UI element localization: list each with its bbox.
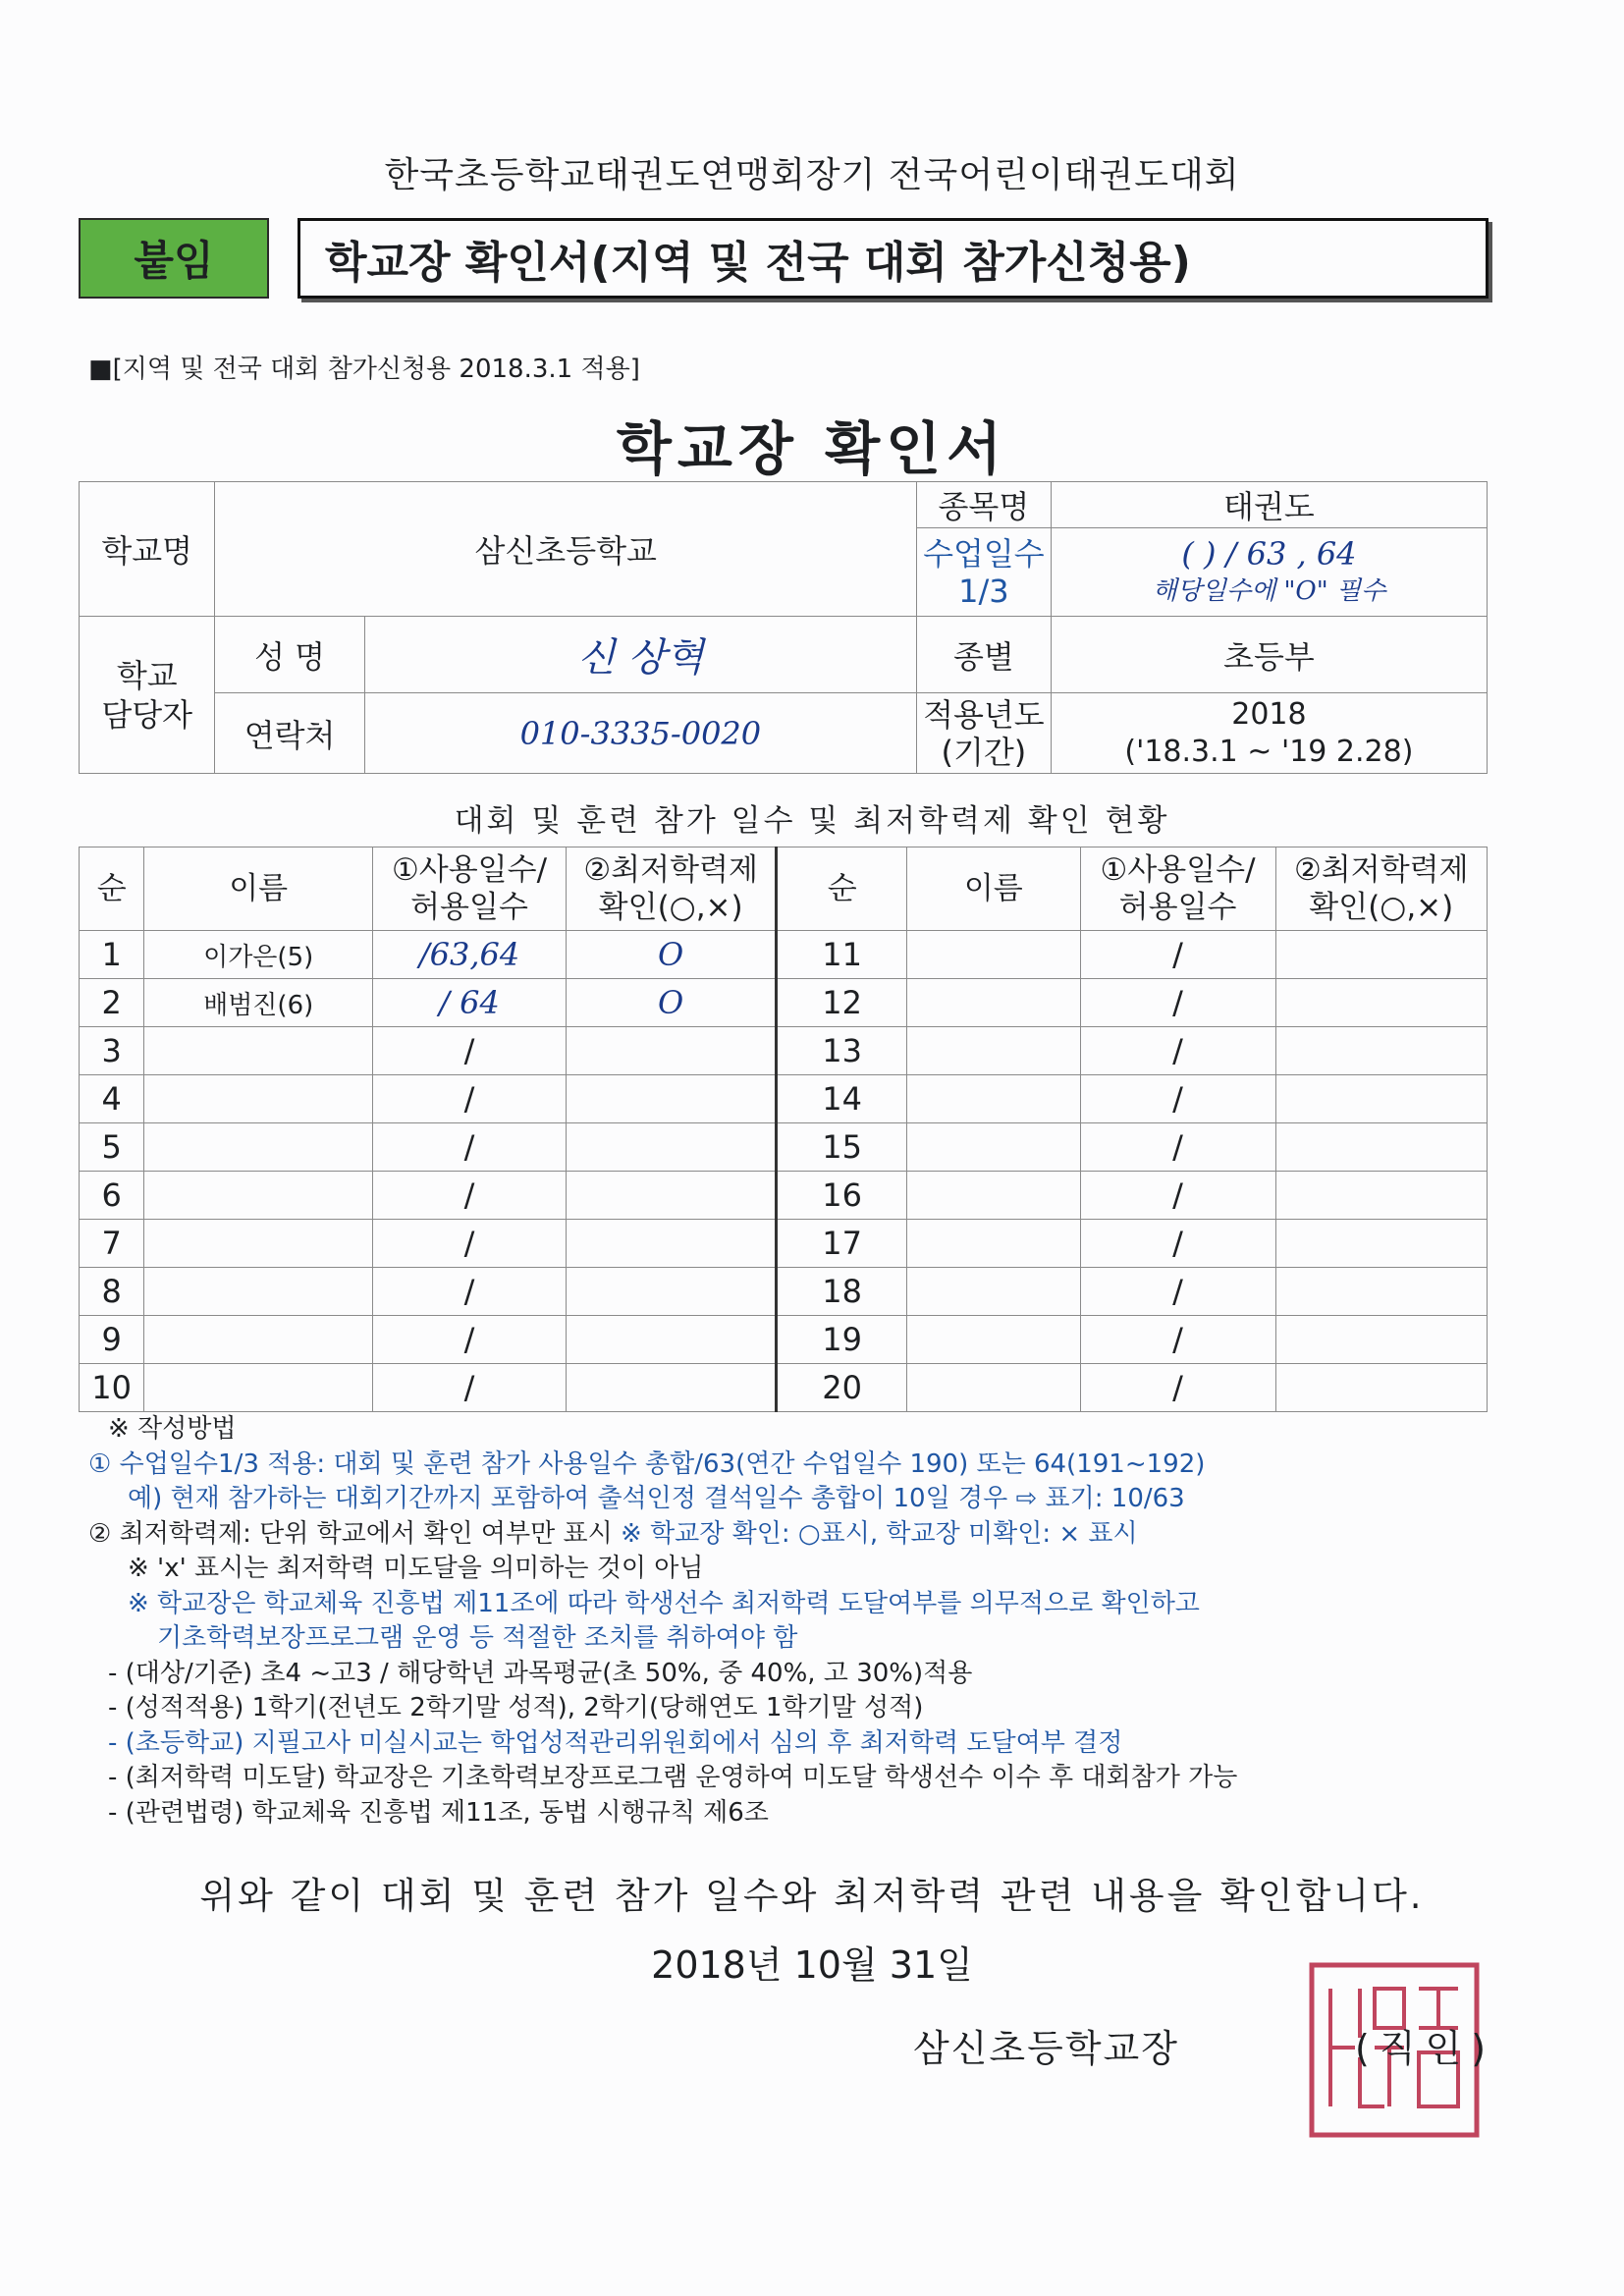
method-line-3: [88, 1517, 1522, 1553]
row-check-2: [1275, 979, 1487, 1027]
col-no: 순: [80, 847, 144, 931]
row-days-2: /: [1080, 1075, 1275, 1123]
row-name: [144, 1364, 373, 1412]
staff-label-2: 담당자: [101, 695, 193, 734]
col-check-b: [1275, 847, 1487, 931]
year-value-2: ('18.3.1 ~ '19 2.28): [1124, 734, 1414, 769]
row-name-2: [907, 1316, 1081, 1364]
row-days-2: /: [1080, 1027, 1275, 1075]
row-name: 배범진(6): [144, 979, 373, 1027]
row-days-2: /: [1080, 1364, 1275, 1412]
row-name: [144, 1268, 373, 1316]
row-days-2: /: [1080, 931, 1275, 979]
row-no: 6: [80, 1172, 144, 1220]
col-days-b-2: 허용일수: [1118, 890, 1237, 925]
row-check: [567, 1075, 777, 1123]
row-name: [144, 1220, 373, 1268]
row-name: [144, 1172, 373, 1220]
row-days-2: /: [1080, 1268, 1275, 1316]
col-check-b-1: ②최저학력제: [1294, 852, 1469, 888]
table-row: [80, 1268, 1488, 1316]
year-label-2: (기간): [941, 733, 1027, 771]
row-check-2: [1275, 1075, 1487, 1123]
confirmation-statement: 위와 같이 대회 및 훈련 참가 일수와 최저학력 관련 내용을 확인합니다.: [199, 1875, 1425, 1917]
row-days-2: /: [1080, 1172, 1275, 1220]
table-row: [80, 1172, 1488, 1220]
row-no: 8: [80, 1268, 144, 1316]
class-days-hint: 해당일수에 "O" 필수: [1152, 575, 1386, 606]
col-days: [373, 847, 567, 931]
applicability-note: ■[지역 및 전국 대회 참가신청용 2018.3.1 적용]: [88, 355, 640, 384]
form-title-text: 학교장 확인서(지역 및 전국 대회 참가신청용): [325, 238, 1191, 288]
row-check-2: [1275, 1364, 1487, 1412]
row-days-2: /: [1080, 1123, 1275, 1172]
row-no-2: 12: [777, 979, 907, 1027]
row-name-2: [907, 1364, 1081, 1412]
table-row: [80, 1220, 1488, 1268]
row-no-2: 13: [777, 1027, 907, 1075]
row-no-2: 14: [777, 1075, 907, 1123]
col-no-2: 순: [777, 847, 907, 931]
row-name-2: [907, 1268, 1081, 1316]
method-title: ※ 작성방법: [108, 1414, 237, 1444]
row-no: 3: [80, 1027, 144, 1075]
col-days-2: 허용일수: [410, 890, 528, 925]
staff-label-1: 학교: [116, 656, 178, 694]
class-days-label: [916, 528, 1051, 617]
issue-date: 2018년 10월 31일: [651, 1943, 973, 1987]
row-check-2: [1275, 1027, 1487, 1075]
row-no-2: 11: [777, 931, 907, 979]
row-name-2: [907, 1123, 1081, 1172]
row-name: [144, 1123, 373, 1172]
method-line-4: ※ 'x' 표시는 최저학력 미도달을 의미하는 것이 아님: [128, 1554, 704, 1583]
class-days-label-1: 수업일수: [923, 534, 1045, 573]
row-no-2: 15: [777, 1123, 907, 1172]
form-title: [298, 218, 1489, 299]
table-row: [80, 1316, 1488, 1364]
col-check-b-2: 확인(○,×): [1309, 890, 1454, 925]
method-line-11: - (관련법령) 학교체육 진흥법 제11조, 동법 시행규칙 제6조: [108, 1797, 769, 1828]
row-no: 1: [80, 931, 144, 979]
method-line-3b: ※ 학교장 확인: ○표시, 학교장 미확인: × 표시: [621, 1518, 1138, 1549]
row-check-2: [1275, 1220, 1487, 1268]
row-name-2: [907, 1172, 1081, 1220]
class-days-label-2: 1/3: [958, 572, 1009, 610]
row-days: /: [373, 1268, 567, 1316]
row-check: [567, 1364, 777, 1412]
col-name: 이름: [144, 847, 373, 931]
row-days-2: /: [1080, 979, 1275, 1027]
table-row: [80, 931, 1488, 979]
col-check: [567, 847, 777, 931]
document-title: 학교장 확인서: [616, 415, 1008, 482]
row-no-2: 18: [777, 1268, 907, 1316]
row-days-2: /: [1080, 1220, 1275, 1268]
row-name: [144, 1075, 373, 1123]
table-row: [80, 1027, 1488, 1075]
col-days-b: [1080, 847, 1275, 931]
school-label: 학교명: [80, 482, 215, 617]
row-name-2: [907, 931, 1081, 979]
row-days: /: [373, 1123, 567, 1172]
method-line-10: - (최저학력 미도달) 학교장은 기초학력보장프로그램 운영하여 미도달 학생선수 이수 후 대회참가 가능: [108, 1763, 1238, 1792]
contact-label: 연락처: [215, 693, 364, 774]
row-days: /: [373, 1075, 567, 1123]
seal-label: (직인): [1355, 2027, 1496, 2070]
row-days-2: /: [1080, 1316, 1275, 1364]
row-name-2: [907, 1075, 1081, 1123]
row-days: /: [373, 1316, 567, 1364]
row-check: [567, 1316, 777, 1364]
row-name-2: [907, 979, 1081, 1027]
school-info-table: [79, 481, 1488, 774]
category-label: 종별: [916, 617, 1051, 693]
attachment-tag: 붙임: [79, 218, 269, 299]
row-name: [144, 1316, 373, 1364]
name-value: 신 상혁: [364, 617, 916, 693]
col-days-b-1: ①사용일수/: [1100, 852, 1256, 888]
row-check: [567, 1027, 777, 1075]
row-check-2: [1275, 1316, 1487, 1364]
row-name-2: [907, 1027, 1081, 1075]
year-label: [916, 693, 1051, 774]
row-no: 9: [80, 1316, 144, 1364]
row-name-2: [907, 1220, 1081, 1268]
writing-instructions: [88, 1412, 1522, 1831]
method-line-2: 예) 현재 참가하는 대회기간까지 포함하여 출석인정 결석일수 총합이 10일 경우 ⇨ 표기: 10/63: [128, 1484, 1185, 1513]
row-check-2: [1275, 1123, 1487, 1172]
method-line-5: ※ 학교장은 학교체육 진흥법 제11조에 따라 학생선수 최저학력 도달여부를 의무적으로 확인하고: [128, 1588, 1200, 1618]
event-title: 한국초등학교태권도연맹회장기 전국어린이태권도대회: [384, 155, 1240, 195]
col-check-2: 확인(○,×): [598, 890, 743, 925]
row-check: [567, 1268, 777, 1316]
col-days-1: ①사용일수/: [392, 852, 548, 888]
row-check: [567, 1123, 777, 1172]
row-name: 이가은(5): [144, 931, 373, 979]
table-row: [80, 1075, 1488, 1123]
row-days: / 64: [373, 979, 567, 1027]
method-line-7: - (대상/기준) 초4 ~고3 / 해당학년 과목평균(초 50%, 중 40%, 고 30%)적용: [108, 1658, 973, 1688]
class-days-value: [1051, 528, 1487, 617]
category-value: 초등부: [1051, 617, 1487, 693]
name-label: 성 명: [215, 617, 364, 693]
col-check-1: ②최저학력제: [583, 852, 758, 888]
row-no-2: 20: [777, 1364, 907, 1412]
row-no-2: 16: [777, 1172, 907, 1220]
class-days-numbers: ( ) / 63 , 64: [1181, 534, 1357, 573]
event-label: 종목명: [916, 482, 1051, 528]
method-line-3a: ② 최저학력제: 단위 학교에서 확인 여부만 표시: [88, 1518, 622, 1549]
principal-title: 삼신초등학교장: [913, 2027, 1179, 2070]
col-name-2: 이름: [907, 847, 1081, 931]
row-check-2: [1275, 1172, 1487, 1220]
row-days: /: [373, 1172, 567, 1220]
row-no: 4: [80, 1075, 144, 1123]
year-label-1: 적용년도: [923, 695, 1045, 734]
row-days: /: [373, 1220, 567, 1268]
row-days: /: [373, 1027, 567, 1075]
method-line-8: - (성적적용) 1학기(전년도 2학기말 성적), 2학기(당해연도 1학기말 성적): [108, 1693, 924, 1722]
table-row: [80, 979, 1488, 1027]
row-days: /63,64: [373, 931, 567, 979]
row-no: 10: [80, 1364, 144, 1412]
contact-value: 010-3335-0020: [364, 693, 916, 774]
staff-label: [80, 617, 215, 774]
method-line-6: 기초학력보장프로그램 운영 등 적절한 조치를 취하여야 함: [157, 1623, 798, 1653]
row-no-2: 17: [777, 1220, 907, 1268]
year-value: [1051, 693, 1487, 774]
row-check: [567, 1172, 777, 1220]
row-check: O: [567, 931, 777, 979]
row-no: 2: [80, 979, 144, 1027]
method-line-1: ① 수업일수1/3 적용: 대회 및 훈련 참가 사용일수 총합/63(연간 수업일수 190) 또는 64(191~192): [88, 1449, 1206, 1479]
row-no: 7: [80, 1220, 144, 1268]
row-days: /: [373, 1364, 567, 1412]
row-no-2: 19: [777, 1316, 907, 1364]
row-no: 5: [80, 1123, 144, 1172]
table-header: [80, 847, 1488, 931]
row-name: [144, 1027, 373, 1075]
row-check: O: [567, 979, 777, 1027]
section-title: 대회 및 훈련 참가 일수 및 최저학력제 확인 현황: [454, 803, 1170, 839]
row-check-2: [1275, 931, 1487, 979]
method-line-9: - (초등학교) 지필고사 미실시교는 학업성적관리위원회에서 심의 후 최저학력 도달여부 결정: [108, 1727, 1123, 1758]
row-check: [567, 1220, 777, 1268]
participation-table: [79, 847, 1488, 1412]
year-value-1: 2018: [1231, 696, 1307, 732]
event-value: 태권도: [1051, 482, 1487, 528]
table-row: [80, 1123, 1488, 1172]
school-value: 삼신초등학교: [215, 482, 917, 617]
row-check-2: [1275, 1268, 1487, 1316]
table-row: [80, 1364, 1488, 1412]
